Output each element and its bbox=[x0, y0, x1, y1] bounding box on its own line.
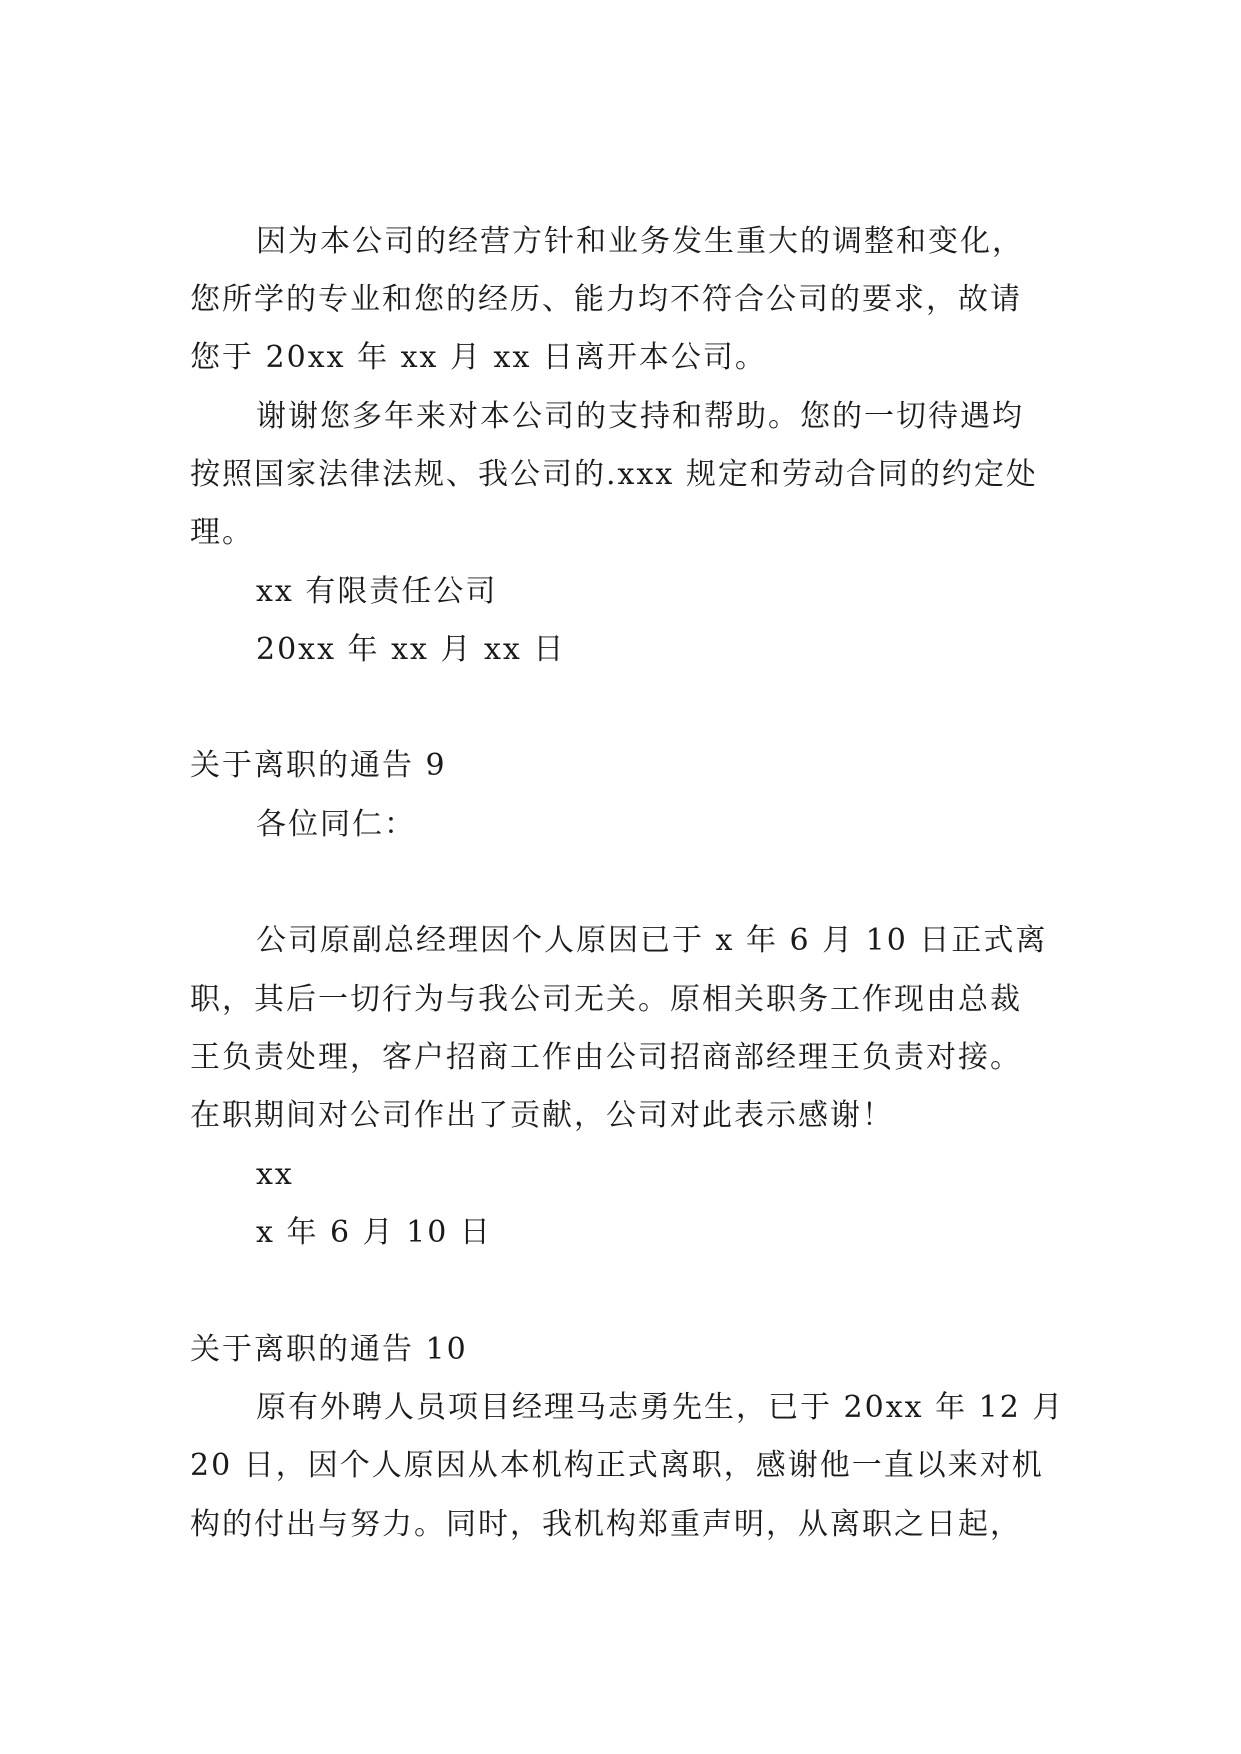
paragraph-line: 谢谢您多年来对本公司的支持和帮助。您的一切待遇均 bbox=[256, 399, 1024, 434]
signature-date: 20xx 年 xx 月 xx 日 bbox=[256, 632, 566, 667]
paragraph-line: 原有外聘人员项目经理马志勇先生，已于 20xx 年 12 月 bbox=[256, 1390, 1065, 1425]
salutation: 各位同仁： bbox=[256, 807, 416, 842]
notice-title: 关于离职的通告 10 bbox=[190, 1332, 468, 1367]
paragraph-line: 理。 bbox=[190, 515, 254, 550]
paragraph-line: 构的付出与努力。同时，我机构郑重声明，从离职之日起， bbox=[190, 1507, 1022, 1542]
signature-date: x 年 6 月 10 日 bbox=[256, 1215, 492, 1250]
paragraph-line: 您所学的专业和您的经历、能力均不符合公司的要求，故请 bbox=[190, 282, 1022, 317]
company-signature: xx bbox=[256, 1157, 294, 1192]
paragraph-line: 因为本公司的经营方针和业务发生重大的调整和变化， bbox=[256, 224, 1024, 259]
paragraph-line: 20 日，因个人原因从本机构正式离职，感谢他一直以来对机 bbox=[190, 1448, 1044, 1483]
paragraph-line: 您于 20xx 年 xx 月 xx 日离开本公司。 bbox=[190, 340, 767, 375]
paragraph-line: 王负责处理，客户招商工作由公司招商部经理王负责对接。 bbox=[190, 1040, 1022, 1075]
notice-title: 关于离职的通告 9 bbox=[190, 748, 447, 783]
paragraph-line: 职，其后一切行为与我公司无关。原相关职务工作现由总裁 bbox=[190, 982, 1022, 1017]
paragraph-line: 在职期间对公司作出了贡献，公司对此表示感谢！ bbox=[190, 1098, 894, 1133]
company-signature: xx 有限责任公司 bbox=[256, 574, 498, 609]
paragraph-line: 公司原副总经理因个人原因已于 x 年 6 月 10 日正式离 bbox=[256, 923, 1048, 958]
paragraph-line: 按照国家法律法规、我公司的.xxx 规定和劳动合同的约定处 bbox=[190, 457, 1038, 492]
